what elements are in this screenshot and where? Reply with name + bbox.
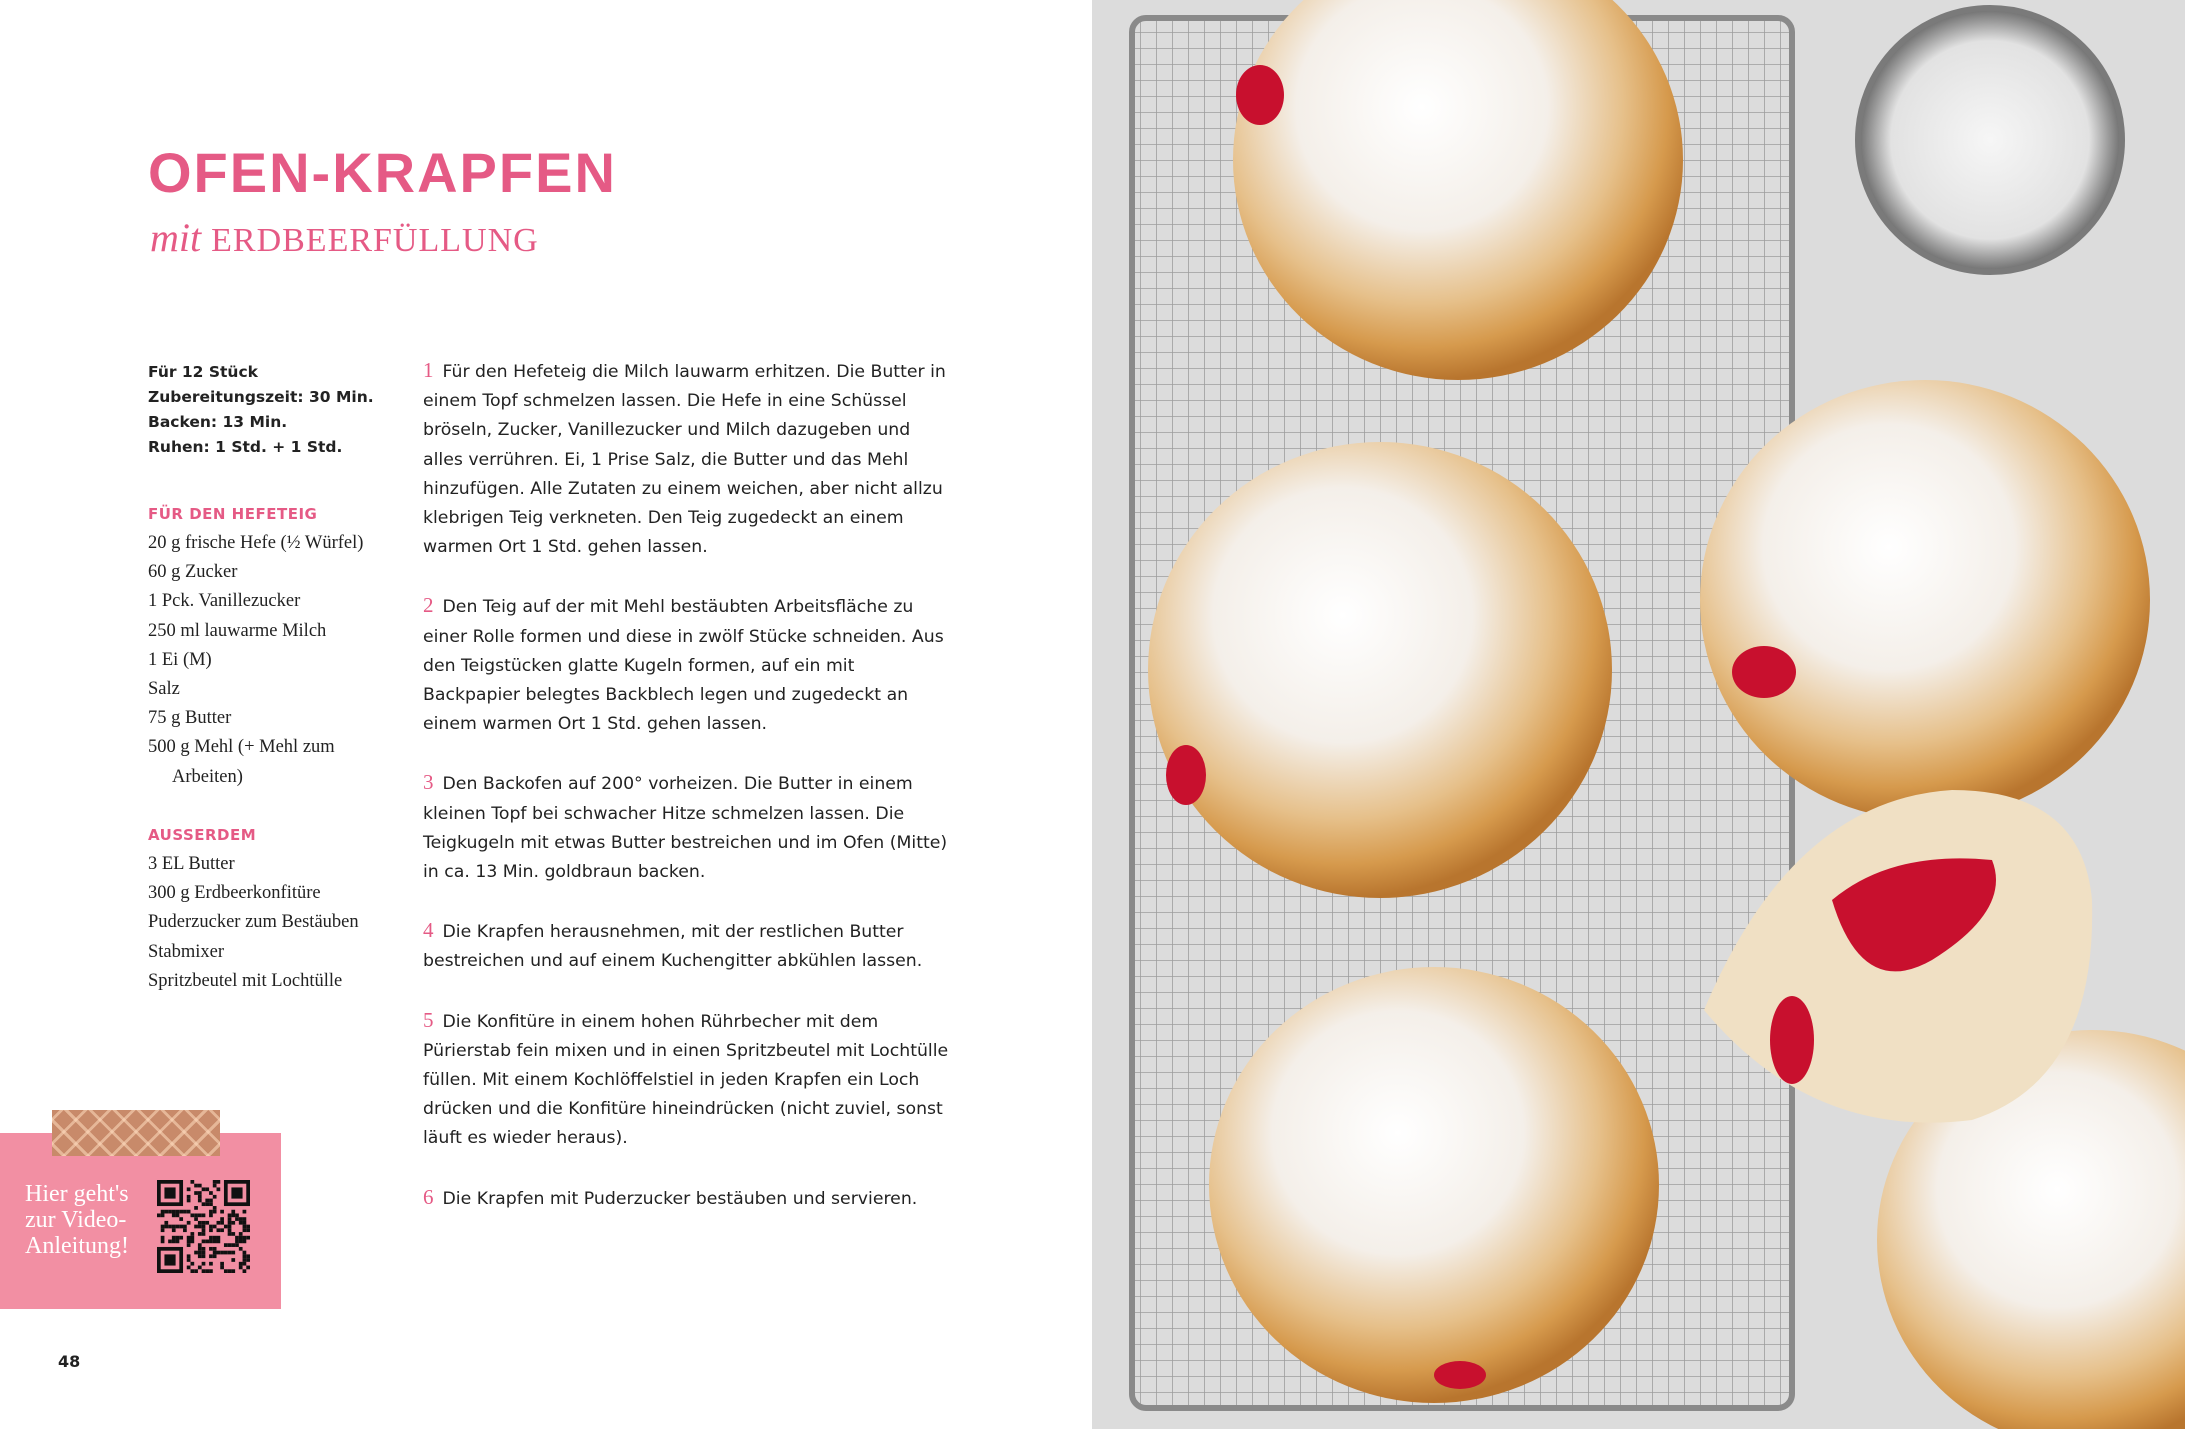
step-5 bbox=[423, 1006, 953, 1154]
step-3 bbox=[423, 768, 953, 887]
video-line: Anleitung! bbox=[25, 1233, 129, 1259]
ingredient-heading: FÜR DEN HEFETEIG bbox=[148, 505, 318, 523]
step-1 bbox=[423, 356, 953, 562]
ingredient-heading: AUSSERDEM bbox=[148, 826, 257, 844]
step-text: Den Backofen auf 200° vorheizen. Die Butter in einem kleinen Topf bei schwacher Hitze schmelzen lassen. Die Teigkugeln mit etwas Butter bestreichen und im Ofen (Mitte) in ca. 13 Min. goldbraun backen. bbox=[423, 774, 948, 883]
video-line: Hier geht's bbox=[25, 1181, 129, 1207]
step-6 bbox=[423, 1183, 953, 1214]
page-number: 48 bbox=[58, 1352, 81, 1371]
step-number: 1 bbox=[423, 358, 434, 382]
ingredient-item: 60 g Zucker bbox=[148, 562, 238, 583]
ingredient-item: Salz bbox=[148, 679, 180, 700]
ingredient-group-dough bbox=[148, 505, 398, 792]
photo-illustration bbox=[1092, 0, 2185, 1429]
step-number: 6 bbox=[423, 1184, 434, 1209]
step-4 bbox=[423, 916, 953, 976]
step-number: 3 bbox=[423, 770, 434, 795]
step-number: 2 bbox=[423, 593, 434, 618]
rest-time: Ruhen: 1 Std. + 1 Std. bbox=[148, 438, 343, 456]
prep-time: Zubereitungszeit: 30 Min. bbox=[148, 388, 374, 406]
bake-time: Backen: 13 Min. bbox=[148, 413, 288, 431]
step-2 bbox=[423, 591, 953, 739]
ingredient-item: 250 ml lauwarme Milch bbox=[148, 620, 327, 641]
ingredient-item: Puderzucker zum Bestäuben bbox=[148, 912, 359, 933]
ingredient-item: Stabmixer bbox=[148, 941, 225, 962]
recipe-title: OFEN-KRAPFEN bbox=[148, 141, 617, 204]
ingredient-group-extra bbox=[148, 826, 398, 996]
video-callout bbox=[25, 1181, 160, 1259]
step-text: Die Konfitüre in einem hohen Rührbecher mit dem Pürierstab fein mixen und in einen Spritzbeutel mit Lochtülle füllen. Mit einem Kochlöffelstiel in jeden Krapfen ein Loch drücken und die Konfitüre hineindrücken (nicht zuviel, sonst läuft es wieder heraus). bbox=[423, 1011, 949, 1149]
instruction-steps bbox=[423, 356, 953, 1243]
ingredient-item: 300 g Erdbeerkonfitüre bbox=[148, 883, 321, 904]
ingredient-list bbox=[148, 850, 398, 996]
ingredient-item: 3 EL Butter bbox=[148, 854, 235, 874]
krapfen-photo bbox=[1092, 0, 2185, 1429]
step-text: Für den Hefeteig die Milch lauwarm erhitzen. Die Butter in einem Topf schmelzen lassen. Die Hefe in eine Schüssel bröseln, Zucker, Vanillezucker und Milch dazugeben und alles verrühren. Ei, 1 Prise Salz, die Butter und das Mehl hinzufügen. Alle Zutaten zu einem weichen, aber nicht allzu klebrigen Teig verkneten. Den Teig zugedeckt an einem warmen Ort 1 Std. gehen lassen. bbox=[423, 362, 946, 558]
ingredient-item: 1 Pck. Vanillezucker bbox=[148, 591, 301, 612]
servings: Für 12 Stück bbox=[148, 363, 258, 381]
ingredient-item: Spritzbeutel mit Lochtülle bbox=[148, 970, 343, 991]
step-text: Die Krapfen herausnehmen, mit der restlichen Butter bestreichen und auf einem Kuchengitter abkühlen lassen. bbox=[423, 922, 923, 972]
step-text: Die Krapfen mit Puderzucker bestäuben und servieren. bbox=[442, 1188, 918, 1209]
recipe-subtitle bbox=[150, 214, 539, 261]
step-text: Den Teig auf der mit Mehl bestäubten Arbeitsfläche zu einer Rolle formen und diese in zwölf Stücke schneiden. Aus den Teigstücken glatte Kugeln formen, auf ein mit Backpapier belegtes Backblech legen und zugedeckt an einem warmen Ort 1 Std. gehen lassen. bbox=[423, 597, 944, 735]
step-number: 4 bbox=[423, 918, 434, 943]
ingredient-item: 75 g Butter bbox=[148, 708, 232, 729]
washi-tape bbox=[52, 1110, 220, 1156]
qr-code-icon[interactable] bbox=[157, 1180, 250, 1273]
video-line: zur Video- bbox=[25, 1207, 127, 1233]
subtitle-prefix: mit bbox=[150, 215, 202, 260]
sieve bbox=[1858, 8, 2122, 272]
step-number: 5 bbox=[423, 1007, 434, 1032]
subtitle-text: ERDBEERFÜLLUNG bbox=[211, 222, 539, 259]
recipe-meta bbox=[148, 360, 398, 460]
ingredient-item: 500 g Mehl (+ Mehl zum Arbeiten) bbox=[148, 737, 335, 787]
recipe-page bbox=[0, 0, 1092, 1429]
ingredient-list bbox=[148, 529, 398, 792]
ingredient-item: 20 g frische Hefe (½ Würfel) bbox=[148, 533, 364, 553]
ingredient-item: 1 Ei (M) bbox=[148, 649, 212, 670]
